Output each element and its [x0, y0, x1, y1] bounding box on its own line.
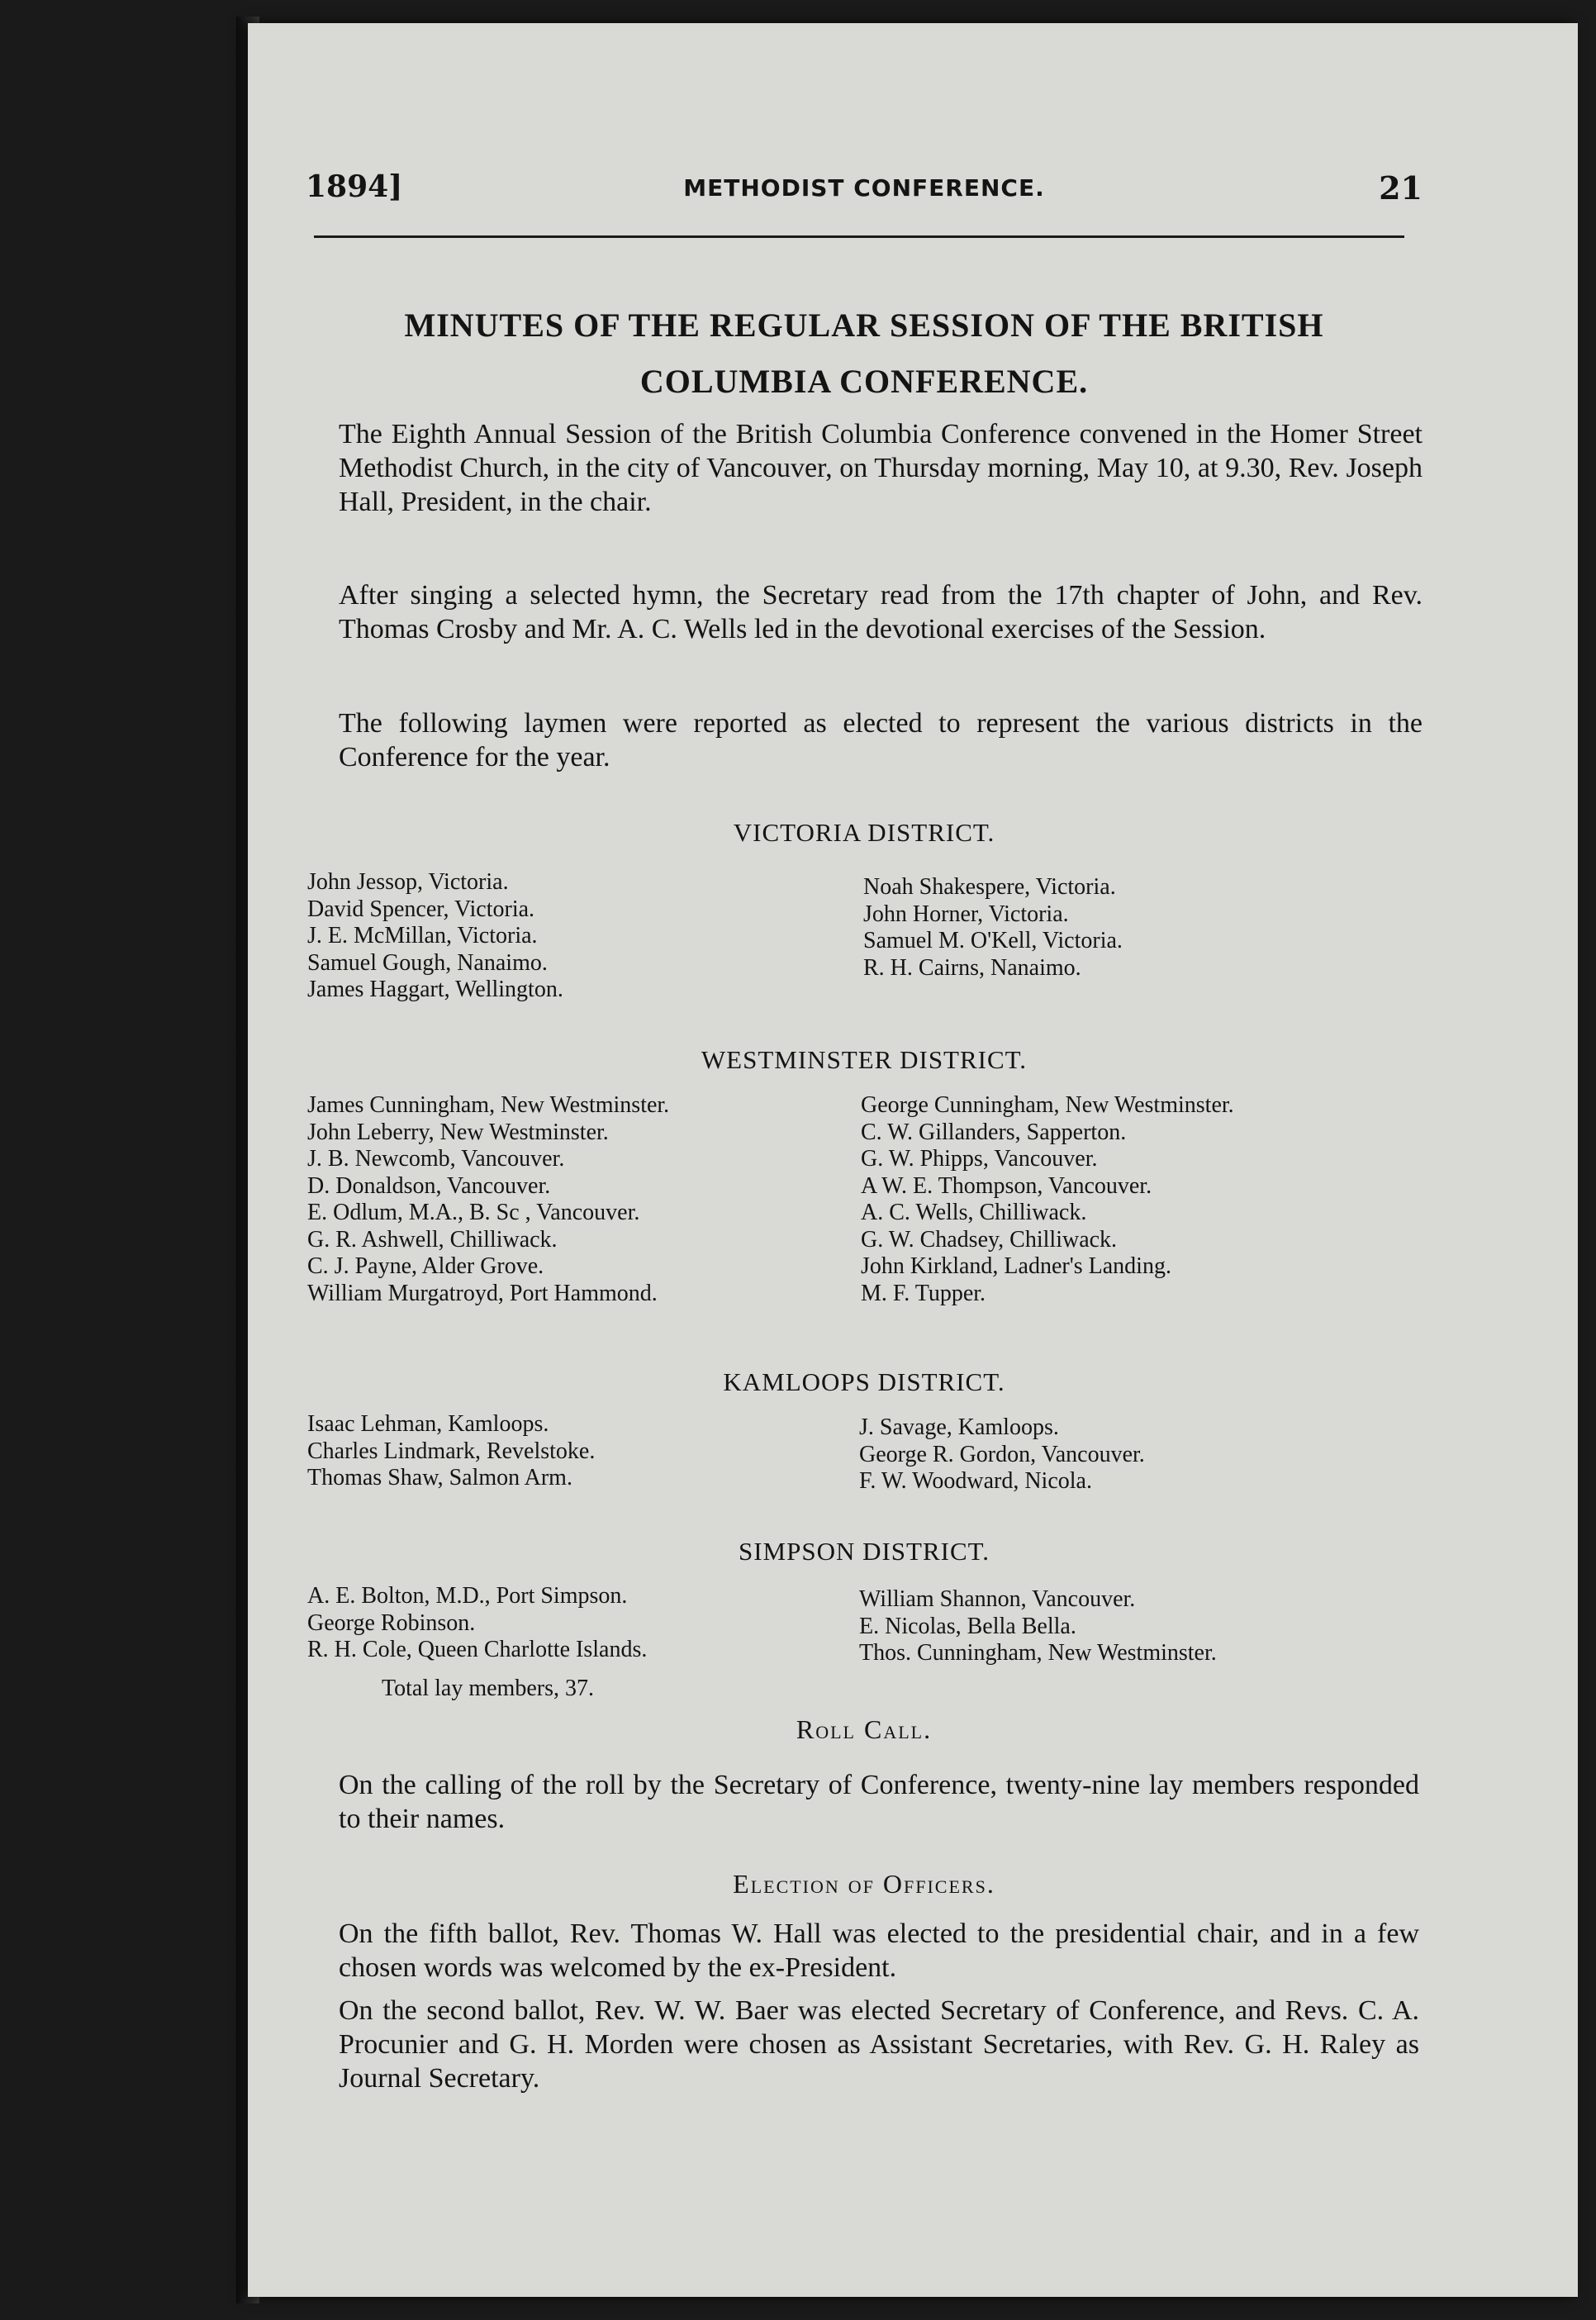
westminster-left-column: [307, 1092, 669, 1307]
list-item: George Robinson.: [307, 1609, 476, 1636]
list-item: F. W. Woodward, Nicola.: [859, 1468, 1092, 1494]
list-item: John Jessop, Victoria.: [307, 869, 509, 895]
list-item: James Haggart, Wellington.: [307, 977, 563, 1002]
victoria-right-column: [863, 874, 1123, 982]
westminster-right-column: [861, 1092, 1234, 1307]
kamloops-left-column: [307, 1411, 595, 1492]
list-item: J. B. Newcomb, Vancouver.: [307, 1146, 565, 1172]
victoria-district-heading: VICTORIA DISTRICT.: [733, 818, 995, 847]
intro-paragraph-2: After singing a selected hymn, the Secretary read from the 17th chapter of John, and Rev. Thomas Crosby and Mr. A. C. Wells led in the devotional exercises of the Session.: [339, 580, 1423, 644]
victoria-left-column: [307, 869, 563, 1004]
list-item: George Cunningham, New Westminster.: [861, 1092, 1234, 1118]
kamloops-right-column: [859, 1414, 1145, 1495]
kamloops-district-heading: KAMLOOPS DISTRICT.: [723, 1367, 1005, 1396]
list-item: A W. E. Thompson, Vancouver.: [861, 1172, 1152, 1199]
list-item: James Cunningham, New Westminster.: [307, 1092, 670, 1118]
list-item: A. C. Wells, Chilliwack.: [861, 1200, 1087, 1225]
list-item: M. F. Tupper.: [861, 1280, 986, 1306]
list-item: C. J. Payne, Alder Grove.: [307, 1253, 544, 1279]
list-item: John Horner, Victoria.: [863, 901, 1069, 927]
list-item: E. Nicolas, Bella Bella.: [859, 1613, 1076, 1639]
election-heading: Election of Officers.: [733, 1869, 995, 1899]
running-head: [306, 169, 1423, 209]
list-item: E. Odlum, M.A., B. Sc , Vancouver.: [307, 1200, 640, 1225]
list-item: A. E. Bolton, M.D., Port Simpson.: [307, 1583, 628, 1609]
list-item: D. Donaldson, Vancouver.: [307, 1172, 551, 1199]
page-number: 21: [1379, 169, 1423, 207]
list-item: David Spencer, Victoria.: [307, 896, 535, 922]
total-lay-members: Total lay members, 37.: [382, 1676, 594, 1701]
intro-paragraph-1: The Eighth Annual Session of the British Columbia Conference convened in the Homer Street Methodist Church, in the city of Vancouver, on Thursday morning, May 10, at 9.30, Rev. Joseph Hall, President, in the chair.: [339, 419, 1423, 517]
list-item: G. W. Chadsey, Chilliwack.: [861, 1226, 1118, 1253]
intro-paragraph-3: The following laymen were reported as elected to represent the various districts in the Conference for the year.: [339, 708, 1423, 773]
roll-call-heading: Roll Call.: [796, 1714, 933, 1744]
election-paragraph-1: On the fifth ballot, Rev. Thomas W. Hall was elected to the presidential chair, and in a few chosen words was welcomed by the ex-President.: [339, 1918, 1419, 1983]
list-item: Isaac Lehman, Kamloops.: [307, 1411, 549, 1437]
list-item: George R. Gordon, Vancouver.: [859, 1441, 1145, 1467]
title-line-1: MINUTES OF THE REGULAR SESSION OF THE BRITISH: [404, 307, 1324, 344]
page-title: [306, 297, 1423, 410]
running-head-title: METHODIST CONFERENCE.: [683, 174, 1045, 202]
election-paragraph-2: On the second ballot, Rev. W. W. Baer was elected Secretary of Conference, and Revs. C. A. Procunier and G. H. Morden were chosen as Assistant Secretaries, with Rev. G. H. Raley as Journal Secretary.: [339, 1995, 1419, 2094]
list-item: Thomas Shaw, Salmon Arm.: [307, 1465, 572, 1490]
roll-call-paragraph: On the calling of the roll by the Secretary of Conference, twenty-nine lay members responded to their names.: [339, 1770, 1419, 1834]
list-item: Samuel M. O'Kell, Victoria.: [863, 928, 1123, 953]
list-item: G. R. Ashwell, Chilliwack.: [307, 1226, 558, 1253]
list-item: R. H. Cairns, Nanaimo.: [863, 954, 1081, 981]
list-item: C. W. Gillanders, Sapperton.: [861, 1119, 1127, 1145]
simpson-left-column: [307, 1583, 647, 1664]
list-item: John Leberry, New Westminster.: [307, 1119, 609, 1145]
list-item: J. Savage, Kamloops.: [859, 1414, 1059, 1440]
list-item: Charles Lindmark, Revelstoke.: [307, 1438, 596, 1464]
list-item: William Murgatroyd, Port Hammond.: [307, 1280, 658, 1306]
westminster-district-heading: WESTMINSTER DISTRICT.: [701, 1045, 1028, 1074]
simpson-district-heading: SIMPSON DISTRICT.: [738, 1537, 990, 1566]
list-item: G. W. Phipps, Vancouver.: [861, 1146, 1098, 1172]
simpson-right-column: [859, 1586, 1217, 1667]
list-item: John Kirkland, Ladner's Landing.: [861, 1253, 1171, 1279]
list-item: William Shannon, Vancouver.: [859, 1586, 1136, 1612]
list-item: R. H. Cole, Queen Charlotte Islands.: [307, 1637, 648, 1662]
running-head-year: 1894]: [306, 169, 403, 204]
list-item: Thos. Cunningham, New Westminster.: [859, 1640, 1217, 1666]
title-line-2: COLUMBIA CONFERENCE.: [639, 363, 1089, 400]
header-rule: [314, 235, 1404, 238]
list-item: J. E. McMillan, Victoria.: [307, 923, 538, 948]
list-item: Noah Shakespere, Victoria.: [863, 874, 1116, 900]
list-item: Samuel Gough, Nanaimo.: [307, 949, 548, 976]
